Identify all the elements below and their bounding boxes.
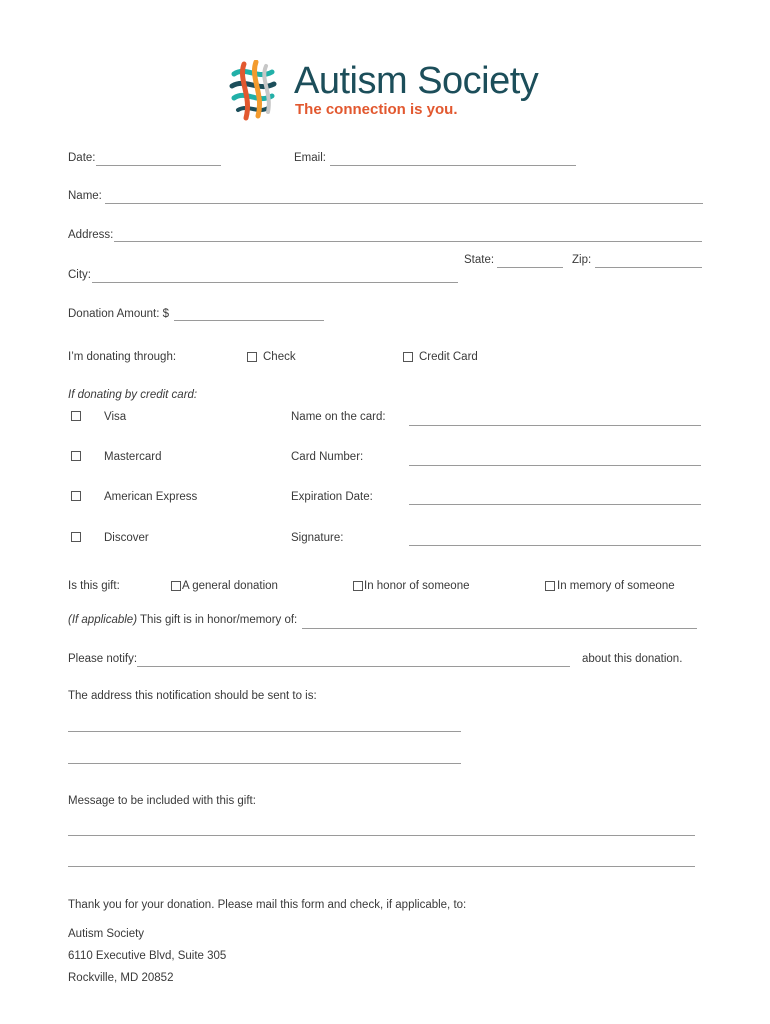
check-checkbox[interactable] (247, 352, 257, 362)
zip-label: Zip: (572, 254, 592, 266)
expiration-date-label: Expiration Date: (291, 491, 373, 503)
city-label: City: (68, 269, 91, 281)
zip-field[interactable] (595, 267, 702, 268)
message-line-2[interactable] (68, 866, 695, 867)
notification-address-label: The address this notification should be sent to is: (68, 690, 317, 702)
visa-label: Visa (104, 411, 127, 423)
honor-memory-field[interactable] (302, 628, 697, 629)
honor-text: This gift is in honor/memory of: (137, 614, 298, 626)
autism-society-logo-icon (228, 60, 290, 122)
general-donation-checkbox[interactable] (171, 581, 181, 591)
credit-card-checkbox[interactable] (403, 352, 413, 362)
donation-amount-field[interactable] (174, 320, 324, 321)
honor-memory-label (68, 614, 297, 626)
mastercard-label: Mastercard (104, 451, 162, 463)
check-label: Check (263, 351, 296, 363)
org-name: Autism Society (294, 60, 539, 102)
notification-address-line-2[interactable] (68, 763, 461, 764)
in-honor-label: In honor of someone (364, 580, 470, 592)
notification-address-line-1[interactable] (68, 731, 461, 732)
thank-you-text: Thank you for your donation. Please mail this form and check, if applicable, to: (68, 899, 467, 911)
card-number-label: Card Number: (291, 451, 364, 463)
in-honor-checkbox[interactable] (353, 581, 363, 591)
mail-address-line-2: 6110 Executive Blvd, Suite 305 (68, 950, 227, 962)
american-express-checkbox[interactable] (71, 491, 81, 501)
mastercard-checkbox[interactable] (71, 451, 81, 461)
email-label: Email: (294, 152, 326, 164)
date-label: Date: (68, 152, 96, 164)
gift-type-label: Is this gift: (68, 580, 120, 592)
date-field[interactable] (96, 165, 221, 166)
name-label: Name: (68, 190, 102, 202)
state-label: State: (464, 254, 495, 266)
name-on-card-label: Name on the card: (291, 411, 386, 423)
donation-amount-label: Donation Amount: $ (68, 308, 170, 320)
american-express-label: American Express (104, 491, 198, 503)
visa-checkbox[interactable] (71, 411, 81, 421)
credit-card-label: Credit Card (419, 351, 478, 363)
in-memory-checkbox[interactable] (545, 581, 555, 591)
signature-field[interactable] (409, 545, 701, 546)
name-field[interactable] (105, 203, 703, 204)
mail-address-line-1: Autism Society (68, 928, 145, 940)
discover-checkbox[interactable] (71, 532, 81, 542)
honor-prefix: (If applicable) (68, 614, 138, 626)
notify-label: Please notify: (68, 653, 138, 665)
discover-label: Discover (104, 532, 149, 544)
message-line-1[interactable] (68, 835, 695, 836)
message-label: Message to be included with this gift: (68, 795, 256, 807)
general-donation-label: A general donation (182, 580, 278, 592)
address-label: Address: (68, 229, 114, 241)
address-field[interactable] (114, 241, 702, 242)
mail-address-line-3: Rockville, MD 20852 (68, 972, 174, 984)
card-number-field[interactable] (409, 465, 701, 466)
city-field[interactable] (92, 282, 458, 283)
donating-through-label: I’m donating through: (68, 351, 177, 363)
notify-field[interactable] (137, 666, 570, 667)
expiration-date-field[interactable] (409, 504, 701, 505)
in-memory-label: In memory of someone (557, 580, 675, 592)
credit-card-section-label: If donating by credit card: (68, 389, 198, 401)
signature-label: Signature: (291, 532, 344, 544)
name-on-card-field[interactable] (409, 425, 701, 426)
email-field[interactable] (330, 165, 576, 166)
state-field[interactable] (497, 267, 563, 268)
tagline: The connection is you. (295, 101, 458, 118)
notify-suffix: about this donation. (582, 653, 683, 665)
